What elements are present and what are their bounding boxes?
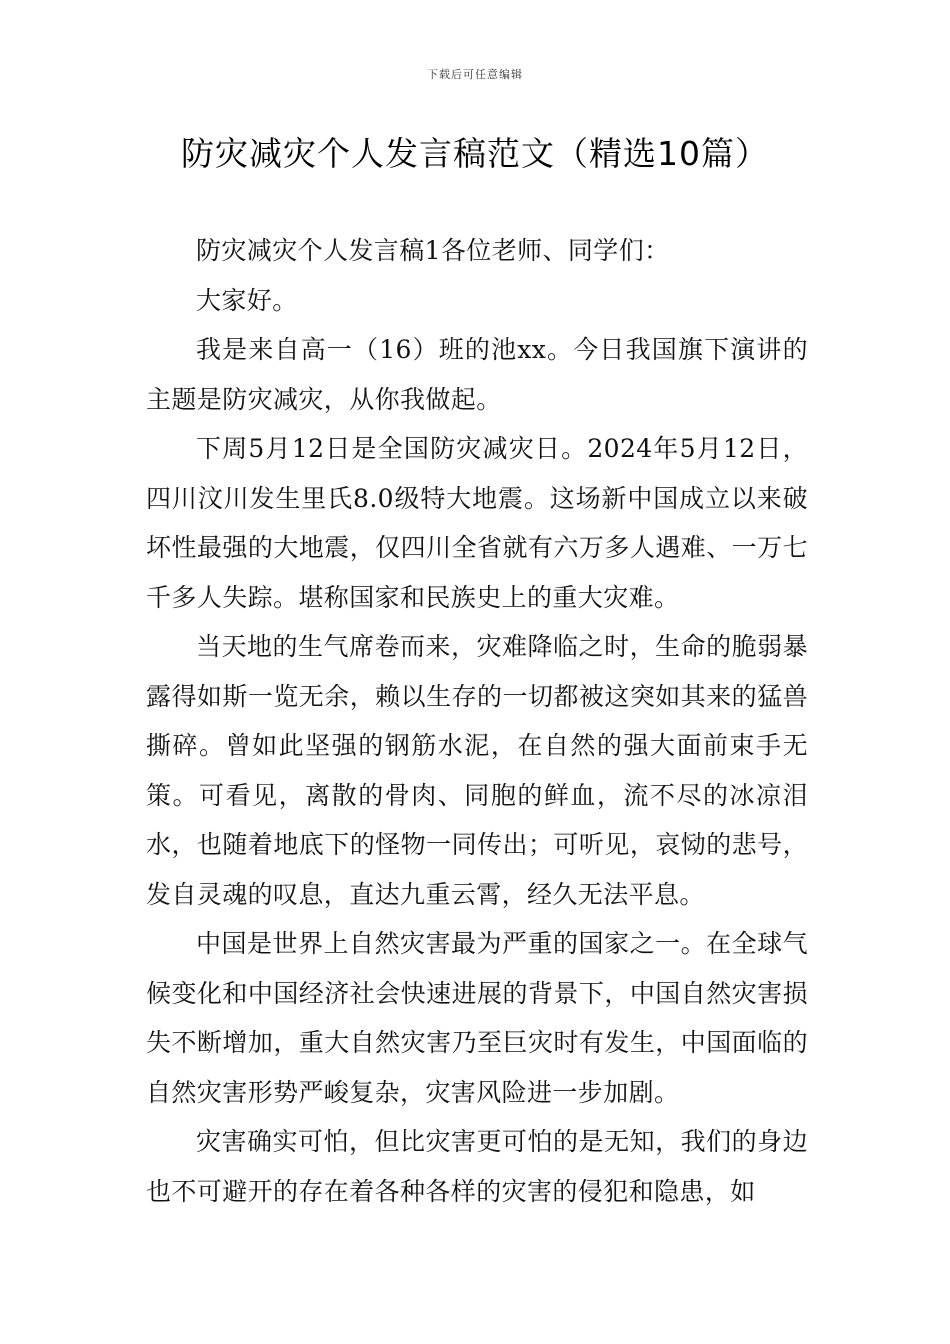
header-note: 下载后可任意编辑: [427, 68, 523, 81]
paragraph-hello: 大家好。: [196, 285, 298, 315]
paragraph-intro: 我是来自高一（16）班的池xx。今日我国旗下演讲的主题是防灾减灾，从你我做起。: [146, 335, 808, 414]
paragraph-greeting: 防灾减灾个人发言稿1各位老师、同学们：: [196, 236, 670, 265]
document-title: 防灾减灾个人发言稿范文（精选10篇）: [181, 134, 769, 173]
paragraph-disaster: 当天地的生气席卷而来，灾难降临之时，生命的脆弱暴露得如斯一览无余，赖以生存的一切都被这突如其来的猛兽撕碎。曾如此坚强的钢筋水泥，在自然的强大面前束手无策。可看见，离散的骨肉、同胞的鲜血，流不尽的冰凉泪水，也随着地底下的怪物一同传出；可听见，哀恸的悲号，发自灵魂的叹息，直达九重云霄，经久无法平息。: [146, 632, 808, 909]
paragraph-earthquake: 下周5月12日是全国防灾减灾日。2024年5月12日，四川汶川发生里氏8.0级特大地震。这场新中国成立以来破坏性最强的大地震，仅四川全省就有六万多人遇难、一万七千多人失踪。堪称国家和民族史上的重大灾难。: [146, 434, 808, 612]
paragraph-ignorance: 灾害确实可怕，但比灾害更可怕的是无知，我们的身边也不可避开的存在着各种各样的灾害的侵犯和隐患，如: [146, 1127, 808, 1206]
document-body: [146, 226, 808, 1216]
paragraph-china-risk: 中国是世界上自然灾害最为严重的国家之一。在全球气候变化和中国经济社会快速进展的背景下，中国自然灾害损失不断增加，重大自然灾害乃至巨灾时有发生，中国面临的自然灾害形势严峻复杂，灾害风险进一步加剧。: [146, 929, 808, 1107]
